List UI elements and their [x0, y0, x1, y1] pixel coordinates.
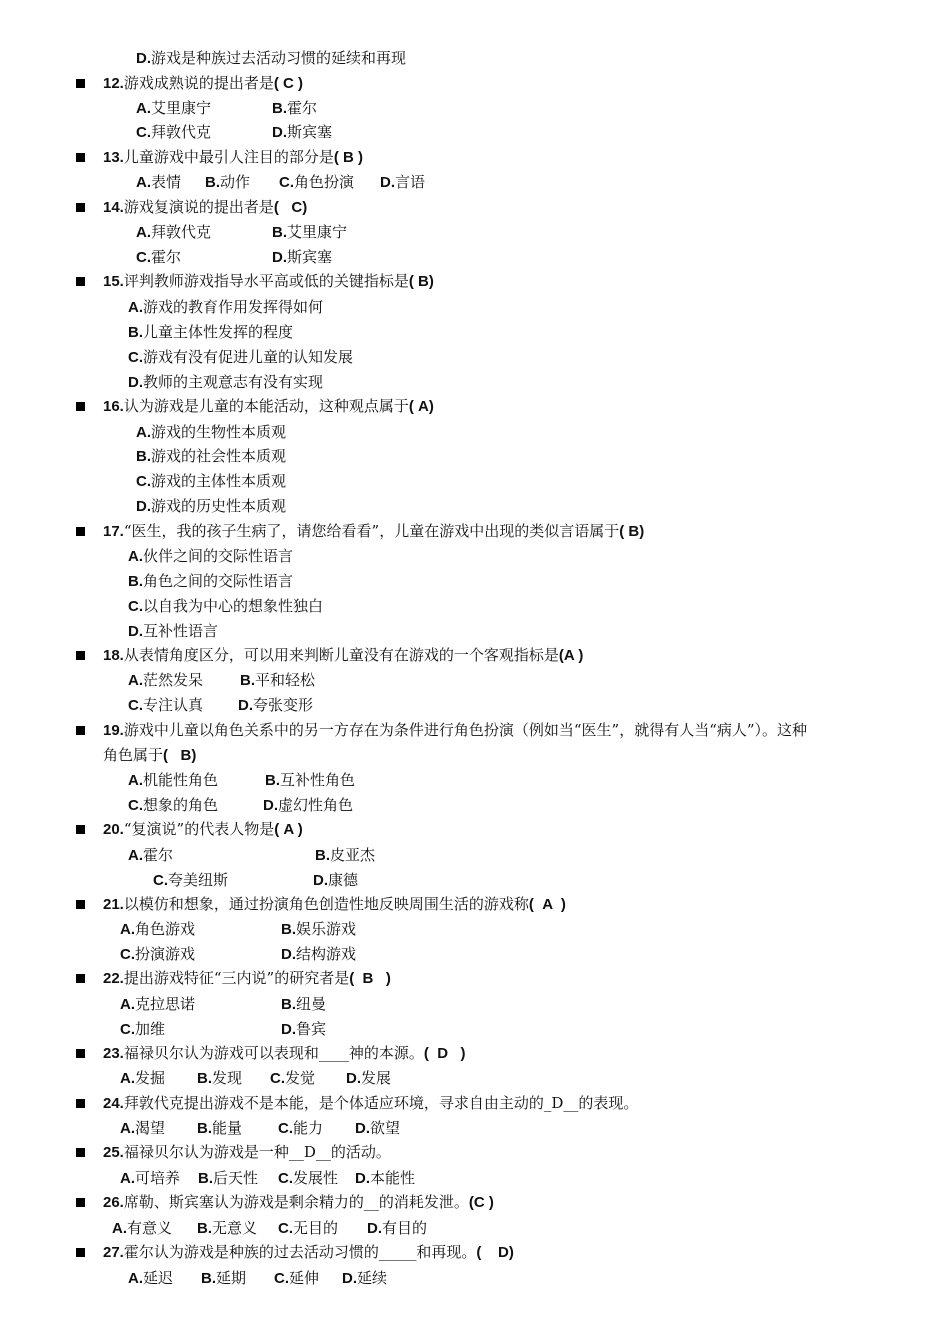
question-number: 25. — [103, 1144, 124, 1161]
answer-option — [136, 172, 181, 193]
option-letter: A. — [112, 1220, 127, 1237]
option-text: 互补性角色 — [280, 771, 356, 789]
question-text: 以模仿和想象，通过扮演角色创造性地反映周围生活的游戏称 — [123, 895, 529, 913]
answer-option — [380, 172, 425, 193]
answer-option — [367, 1218, 427, 1239]
question-line — [103, 894, 566, 915]
option-text: 扮演游戏 — [135, 945, 196, 963]
answer-option — [278, 1118, 323, 1139]
option-text: 以自我为中心的想象性独白 — [143, 597, 324, 615]
option-text: 专注认真 — [143, 696, 204, 714]
question-number: D. — [136, 50, 151, 67]
option-letter: B. — [198, 1170, 213, 1187]
answer-option — [279, 172, 354, 193]
option-letter: C. — [128, 797, 143, 814]
option-letter: B. — [197, 1120, 212, 1137]
answer-option — [281, 994, 326, 1015]
option-letter: A. — [128, 548, 143, 565]
question-line — [103, 73, 303, 94]
option-letter: D. — [136, 498, 151, 515]
option-letter: A. — [136, 224, 151, 241]
answer-key: ( B ) — [333, 149, 364, 166]
answer-option — [128, 621, 218, 642]
option-letter: D. — [313, 872, 328, 889]
option-letter: C. — [278, 1120, 293, 1137]
question-number: 19. — [103, 722, 124, 739]
answer-key: ( A ) — [528, 896, 566, 913]
option-letter: C. — [128, 598, 143, 615]
option-letter: B. — [281, 996, 296, 1013]
option-text: 伙伴之间的交际性语言 — [143, 547, 294, 565]
option-text: 发掘 — [135, 1069, 166, 1087]
option-text: 斯宾塞 — [287, 123, 333, 141]
option-letter: A. — [136, 174, 151, 191]
option-text: 皮亚杰 — [330, 846, 376, 864]
option-text: 虚幻性角色 — [278, 796, 354, 814]
answer-option — [128, 571, 293, 592]
answer-key: ( B ) — [349, 970, 391, 987]
question-line — [103, 521, 644, 542]
option-text: 想象的角色 — [143, 796, 219, 814]
option-letter: D. — [238, 697, 253, 714]
question-line — [103, 271, 434, 292]
question-text: 游戏是种族过去活动习惯的延续和再现 — [151, 49, 407, 67]
option-text: 霍尔 — [143, 846, 174, 864]
answer-option — [120, 1068, 165, 1089]
option-letter: B. — [240, 672, 255, 689]
answer-option — [128, 372, 323, 393]
option-letter: C. — [278, 1170, 293, 1187]
question-line — [103, 968, 391, 989]
answer-option — [120, 1168, 180, 1189]
option-text: 发觉 — [285, 1069, 316, 1087]
question-line — [103, 720, 807, 741]
answer-option — [120, 944, 195, 965]
option-text: 艾里康宁 — [151, 99, 212, 117]
option-text: 艾里康宁 — [287, 223, 348, 241]
option-letter: D. — [346, 1070, 361, 1087]
option-letter: C. — [120, 946, 135, 963]
option-letter: A. — [120, 1170, 135, 1187]
question-number: 14. — [103, 199, 124, 216]
answer-option — [205, 172, 250, 193]
option-letter: C. — [120, 1021, 135, 1038]
option-text: 延续 — [357, 1269, 388, 1287]
option-text: 霍尔 — [151, 248, 182, 266]
answer-option — [197, 1118, 242, 1139]
bullet-icon — [76, 651, 85, 660]
question-text: “医生，我的孩子生病了，请您给看看”，儿童在游戏中出现的类似言语属于 — [123, 522, 620, 540]
question-text: 游戏成熟说的提出者是 — [123, 74, 274, 92]
question-text: 福禄贝尔认为游戏可以表现和____神的本源。 — [123, 1044, 424, 1062]
option-letter: B. — [197, 1220, 212, 1237]
question-line — [103, 396, 434, 417]
answer-option — [128, 596, 323, 617]
option-text: 拜敦代克 — [151, 223, 212, 241]
answer-option — [272, 98, 317, 119]
answer-option — [274, 1268, 319, 1289]
answer-key: (C ) — [468, 1194, 494, 1211]
answer-option — [136, 422, 286, 443]
option-text: 动作 — [220, 173, 251, 191]
answer-option — [120, 1118, 165, 1139]
option-letter: A. — [120, 921, 135, 938]
bullet-icon — [76, 203, 85, 212]
question-text: 角色属于 — [103, 746, 164, 764]
answer-key: ( D) — [476, 1244, 514, 1261]
question-number: 26. — [103, 1194, 124, 1211]
question-text: 评判教师游戏指导水平高或低的关键指标是 — [123, 272, 409, 290]
option-text: 游戏的历史性本质观 — [151, 497, 287, 515]
question-line — [103, 1093, 638, 1114]
bullet-icon — [76, 1148, 85, 1157]
answer-option — [120, 994, 195, 1015]
option-text: 无目的 — [293, 1219, 339, 1237]
answer-option — [128, 1268, 173, 1289]
option-letter: C. — [278, 1220, 293, 1237]
option-letter: D. — [272, 249, 287, 266]
option-letter: C. — [136, 473, 151, 490]
option-text: 延期 — [216, 1269, 247, 1287]
option-text: 角色之间的交际性语言 — [143, 572, 294, 590]
answer-option — [112, 1218, 172, 1239]
answer-option — [355, 1168, 415, 1189]
answer-option — [270, 1068, 315, 1089]
option-letter: A. — [136, 424, 151, 441]
question-text: “复演说”的代表人物是 — [123, 820, 275, 838]
option-letter: A. — [128, 1270, 143, 1287]
answer-option — [136, 222, 211, 243]
option-text: 康德 — [328, 871, 359, 889]
option-text: 游戏有没有促进儿童的认知发展 — [143, 348, 354, 366]
option-letter: A. — [120, 996, 135, 1013]
bullet-icon — [76, 1099, 85, 1108]
question-text: 福禄贝尔认为游戏是一种__D__的活动。 — [123, 1143, 391, 1161]
answer-option — [265, 770, 355, 791]
option-text: 克拉思诺 — [135, 995, 196, 1013]
question-line — [103, 1142, 391, 1163]
option-letter: B. — [281, 921, 296, 938]
option-letter: D. — [367, 1220, 382, 1237]
answer-option — [136, 122, 211, 143]
answer-option — [197, 1218, 257, 1239]
bullet-icon — [76, 825, 85, 834]
answer-option — [120, 919, 195, 940]
option-text: 茫然发呆 — [143, 671, 204, 689]
question-number: 23. — [103, 1045, 124, 1062]
answer-option — [128, 795, 218, 816]
question-line — [103, 197, 307, 218]
question-text: 霍尔认为游戏是种族的过去活动习惯的_____和再现。 — [123, 1243, 477, 1261]
option-letter: B. — [201, 1270, 216, 1287]
option-letter: B. — [272, 224, 287, 241]
option-letter: C. — [128, 697, 143, 714]
option-letter: C. — [128, 349, 143, 366]
option-text: 表情 — [151, 173, 182, 191]
answer-option — [346, 1068, 391, 1089]
option-letter: D. — [272, 124, 287, 141]
answer-key: ( A ) — [274, 821, 303, 838]
answer-key: ( B) — [163, 747, 197, 764]
question-number: 24. — [103, 1095, 124, 1112]
option-text: 游戏的社会性本质观 — [151, 447, 287, 465]
answer-option — [128, 845, 173, 866]
question-number: 22. — [103, 970, 124, 987]
question-text: 认为游戏是儿童的本能活动，这种观点属于 — [123, 397, 409, 415]
option-text: 互补性语言 — [143, 622, 219, 640]
option-letter: D. — [380, 174, 395, 191]
answer-option — [197, 1068, 242, 1089]
option-text: 教师的主观意志有没有实现 — [143, 373, 324, 391]
answer-option — [272, 222, 347, 243]
answer-option — [128, 546, 293, 567]
answer-option — [128, 695, 203, 716]
answer-option — [281, 944, 356, 965]
option-letter: A. — [128, 299, 143, 316]
option-text: 拜敦代克 — [151, 123, 212, 141]
question-text: 提出游戏特征“三内说”的研究者是 — [123, 969, 350, 987]
option-text: 延迟 — [143, 1269, 174, 1287]
question-text: 游戏中儿童以角色关系中的另一方存在为条件进行角色扮演（例如当“医生”，就得有人当“病人”）。这种 — [123, 721, 808, 739]
question-number: 13. — [103, 149, 124, 166]
option-text: 后天性 — [213, 1169, 259, 1187]
question-line — [136, 48, 406, 69]
option-letter: D. — [263, 797, 278, 814]
answer-key: ( C ) — [273, 75, 304, 92]
option-text: 无意义 — [212, 1219, 258, 1237]
option-letter: D. — [281, 1021, 296, 1038]
question-text: 从表情角度区分，可以用来判断儿童没有在游戏的一个客观指标是 — [123, 646, 559, 664]
option-letter: A. — [120, 1120, 135, 1137]
question-line — [103, 745, 196, 766]
question-line — [103, 1192, 494, 1213]
question-number: 18. — [103, 647, 124, 664]
option-text: 可培养 — [135, 1169, 181, 1187]
question-text: 席勒、斯宾塞认为游戏是剩余精力的__的消耗发泄。 — [123, 1193, 469, 1211]
answer-option — [238, 695, 313, 716]
option-text: 欲望 — [370, 1119, 401, 1137]
option-letter: B. — [265, 772, 280, 789]
option-text: 夸张变形 — [253, 696, 314, 714]
option-text: 平和轻松 — [255, 671, 316, 689]
option-text: 儿童主体性发挥的程度 — [143, 323, 294, 341]
option-text: 渴望 — [135, 1119, 166, 1137]
option-letter: A. — [136, 100, 151, 117]
option-text: 有目的 — [382, 1219, 428, 1237]
answer-option — [315, 845, 375, 866]
answer-option — [128, 322, 293, 343]
option-text: 有意义 — [127, 1219, 173, 1237]
answer-key: ( B) — [619, 523, 645, 540]
answer-option — [136, 446, 286, 467]
question-line — [103, 1242, 514, 1263]
option-letter: C. — [136, 124, 151, 141]
question-number: 27. — [103, 1244, 124, 1261]
bullet-icon — [76, 277, 85, 286]
answer-option — [128, 770, 218, 791]
option-letter: A. — [120, 1070, 135, 1087]
answer-key: ( A) — [408, 398, 434, 415]
bullet-icon — [76, 79, 85, 88]
question-number: 15. — [103, 273, 124, 290]
option-letter: A. — [128, 847, 143, 864]
option-letter: B. — [128, 573, 143, 590]
option-text: 发展性 — [293, 1169, 339, 1187]
option-letter: C. — [279, 174, 294, 191]
option-letter: B. — [205, 174, 220, 191]
option-text: 纽曼 — [296, 995, 327, 1013]
option-letter: D. — [128, 623, 143, 640]
option-letter: A. — [128, 772, 143, 789]
question-line — [103, 147, 363, 168]
answer-option — [136, 98, 211, 119]
option-letter: D. — [281, 946, 296, 963]
option-letter: B. — [128, 324, 143, 341]
answer-option — [272, 247, 332, 268]
answer-option — [136, 471, 286, 492]
option-letter: A. — [128, 672, 143, 689]
option-text: 延伸 — [289, 1269, 320, 1287]
option-text: 娱乐游戏 — [296, 920, 357, 938]
option-letter: B. — [136, 448, 151, 465]
option-letter: C. — [270, 1070, 285, 1087]
answer-option — [136, 247, 181, 268]
bullet-icon — [76, 1248, 85, 1257]
option-letter: D. — [342, 1270, 357, 1287]
answer-option — [128, 670, 203, 691]
option-text: 能力 — [293, 1119, 324, 1137]
option-text: 本能性 — [370, 1169, 416, 1187]
answer-option — [281, 919, 356, 940]
bullet-icon — [76, 153, 85, 162]
option-letter: B. — [315, 847, 330, 864]
option-text: 角色扮演 — [294, 173, 355, 191]
bullet-icon — [76, 900, 85, 909]
option-text: 加维 — [135, 1020, 166, 1038]
question-number: 12. — [103, 75, 124, 92]
answer-option — [281, 1019, 326, 1040]
answer-option — [153, 870, 228, 891]
answer-option — [355, 1118, 400, 1139]
answer-option — [128, 297, 323, 318]
option-text: 能量 — [212, 1119, 243, 1137]
bullet-icon — [76, 402, 85, 411]
question-text: 儿童游戏中最引人注目的部分是 — [123, 148, 334, 166]
bullet-icon — [76, 726, 85, 735]
question-line — [103, 819, 303, 840]
answer-option — [342, 1268, 387, 1289]
option-text: 斯宾塞 — [287, 248, 333, 266]
answer-key: ( B) — [408, 273, 434, 290]
option-text: 机能性角色 — [143, 771, 219, 789]
option-letter: D. — [128, 374, 143, 391]
bullet-icon — [76, 1049, 85, 1058]
option-text: 角色游戏 — [135, 920, 196, 938]
question-line — [103, 1043, 466, 1064]
answer-option — [198, 1168, 258, 1189]
question-number: 17. — [103, 523, 124, 540]
question-line — [103, 645, 583, 666]
option-letter: C. — [136, 249, 151, 266]
question-text: 拜敦代克提出游戏不是本能，是个体适应环境，寻求自由主动的_D__的表现。 — [123, 1094, 639, 1112]
option-text: 结构游戏 — [296, 945, 357, 963]
answer-key: ( C) — [273, 199, 308, 216]
option-text: 鲁宾 — [296, 1020, 327, 1038]
bullet-icon — [76, 1198, 85, 1207]
option-text: 游戏的教育作用发挥得如何 — [143, 298, 324, 316]
option-letter: B. — [197, 1070, 212, 1087]
option-letter: D. — [355, 1120, 370, 1137]
option-letter: C. — [153, 872, 168, 889]
option-text: 言语 — [395, 173, 426, 191]
answer-option — [278, 1218, 338, 1239]
option-text: 夸美纽斯 — [168, 871, 229, 889]
answer-key: (A ) — [558, 647, 584, 664]
answer-key: ( D ) — [423, 1045, 466, 1062]
question-number: 16. — [103, 398, 124, 415]
option-text: 游戏的主体性本质观 — [151, 472, 287, 490]
option-letter: D. — [355, 1170, 370, 1187]
answer-option — [272, 122, 332, 143]
option-letter: C. — [274, 1270, 289, 1287]
answer-option — [120, 1019, 165, 1040]
bullet-icon — [76, 974, 85, 983]
answer-option — [201, 1268, 246, 1289]
answer-option — [263, 795, 353, 816]
answer-option — [313, 870, 358, 891]
answer-option — [136, 496, 286, 517]
option-text: 霍尔 — [287, 99, 318, 117]
answer-option — [128, 347, 353, 368]
option-text: 发现 — [212, 1069, 243, 1087]
option-text: 发展 — [361, 1069, 392, 1087]
bullet-icon — [76, 527, 85, 536]
option-text: 游戏的生物性本质观 — [151, 423, 287, 441]
answer-option — [240, 670, 315, 691]
question-number: 20. — [103, 821, 124, 838]
option-letter: B. — [272, 100, 287, 117]
question-text: 游戏复演说的提出者是 — [123, 198, 274, 216]
question-number: 21. — [103, 896, 124, 913]
answer-option — [278, 1168, 338, 1189]
